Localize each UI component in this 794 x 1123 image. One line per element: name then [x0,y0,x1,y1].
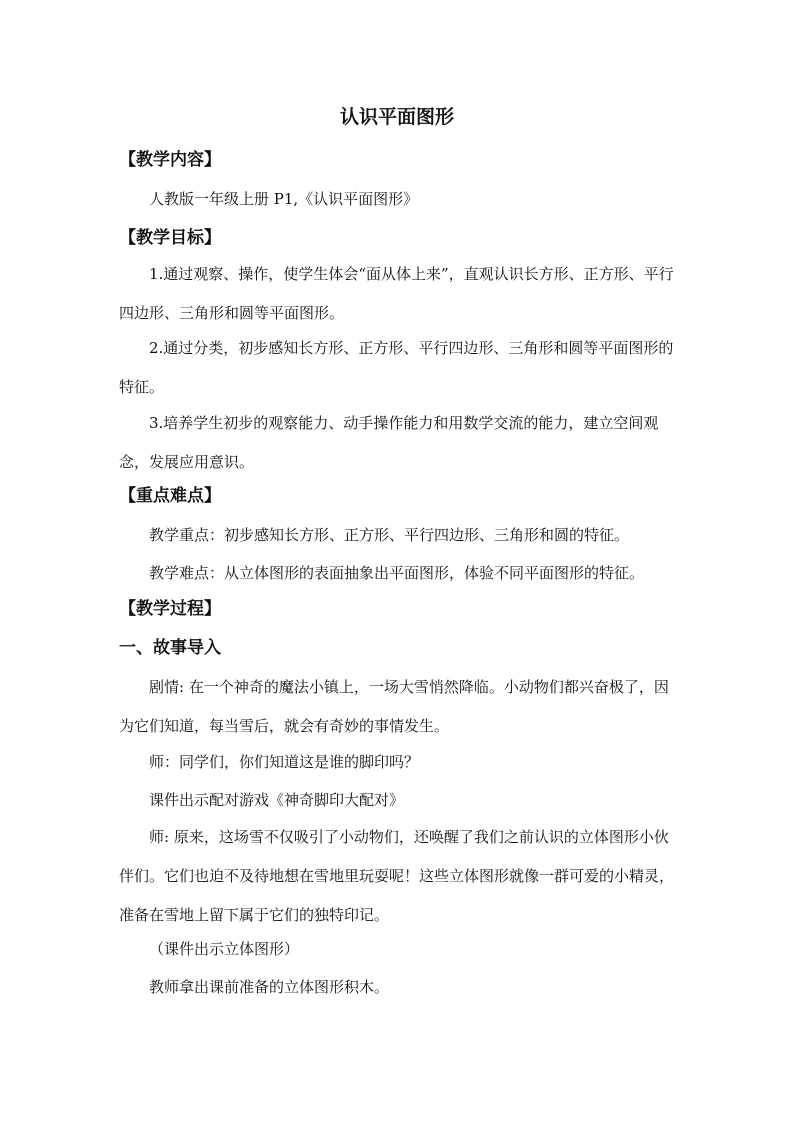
paragraph-content-text: 人教版一年级上册 P1,《认识平面图形》 [149,190,419,208]
paragraph-goal-3: 3.培养学生初步的观察能力、动手操作能力和用数学交流的能力，建立空间观念，发展应用意识。 [119,414,659,471]
paragraph-goal-2: 2.通过分类，初步感知长方形、正方形、平行四边形、三角形和圆等平面图形的特征。 [119,339,674,396]
heading-part-1: 一、故事导入 [119,638,221,658]
paragraph-courseware-2: （课件出示立体图形） [149,940,300,958]
paragraph-teacher-3: 教师拿出课前准备的立体图形积木。 [149,978,390,996]
heading-teaching-process: 【教学过程】 [119,599,221,619]
paragraph-teacher-2: 师: 原来，这场雪不仅吸引了小动物们，还唤醒了我们之前认识的立体图形小伙伴们。它们也迫不及待地想在雪地里玩耍呢！这些立体图形就像一群可爱的小精灵，准备在雪地上留下属于它们的独特印记。 [119,828,675,924]
page-title: 认识平面图形 [339,106,454,128]
heading-teaching-content: 【教学内容】 [119,150,221,170]
paragraph-difficult-point: 教学难点：从立体图形的表面抽象出平面图形，体验不同平面图形的特征。 [149,564,645,582]
paragraph-goal-1: 1.通过观察、操作，使学生体会“面从体上来”，直观认识长方形、正方形、平行四边形、三角形和圆等平面图形。 [119,265,674,322]
paragraph-story: 剧情: 在一个神奇的魔法小镇上，一场大雪悄然降临。小动物们都兴奋极了，因为它们知道，每当雪后，就会有奇妙的事情发生。 [119,678,669,735]
paragraph-teacher-question: 师：同学们，你们知道这是谁的脚印吗？ [149,753,420,771]
paragraph-key-point: 教学重点：初步感知长方形、正方形、平行四边形、三角形和圆的特征。 [149,526,630,544]
heading-key-difficult: 【重点难点】 [119,486,221,506]
heading-teaching-goals: 【教学目标】 [119,228,221,248]
paragraph-courseware-1: 课件出示配对游戏《神奇脚印大配对》 [149,791,405,809]
